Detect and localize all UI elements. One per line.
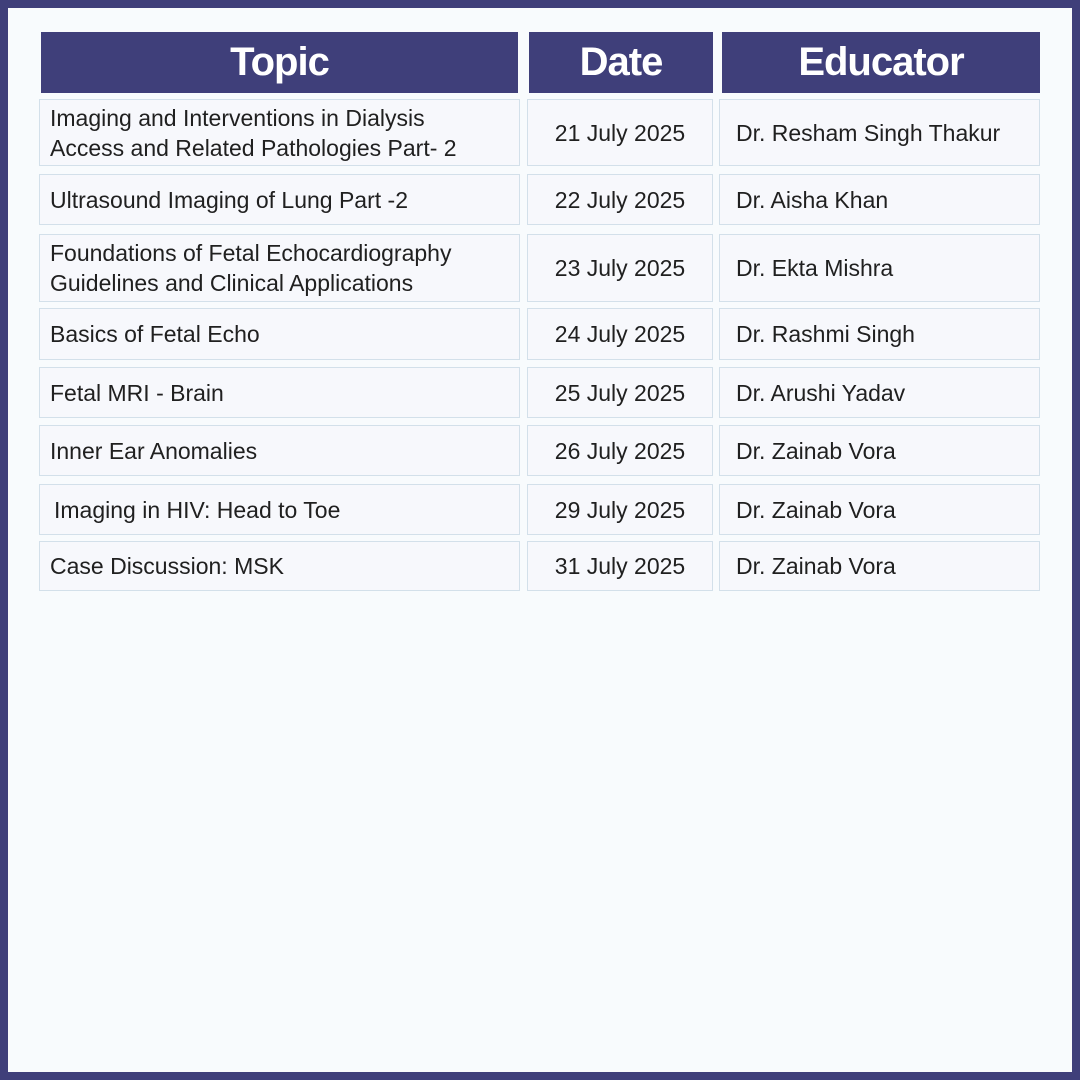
educator-text: Dr. Zainab Vora xyxy=(736,496,896,523)
date-text: 25 July 2025 xyxy=(554,379,686,406)
table-row-date xyxy=(527,99,713,166)
table-row-date xyxy=(527,541,713,591)
table-row-topic xyxy=(39,308,520,360)
topic-text: Inner Ear Anomalies xyxy=(50,437,258,464)
table-row-date xyxy=(527,174,713,225)
table-row-topic xyxy=(39,367,520,418)
topic-text: Fetal MRI - Brain xyxy=(50,379,224,406)
educator-text: Dr. Rashmi Singh xyxy=(736,321,915,347)
table-row-educator xyxy=(719,174,1040,225)
date-text: 31 July 2025 xyxy=(554,553,686,579)
header-educator: Educator xyxy=(722,32,1040,93)
table-row-topic xyxy=(39,425,520,476)
topic-text: Imaging in HIV: Head to Toe xyxy=(54,496,341,523)
header-date: Date xyxy=(529,32,713,93)
date-text: 24 July 2025 xyxy=(554,321,686,347)
topic-text: Ultrasound Imaging of Lung Part -2 xyxy=(50,186,408,213)
table-row-educator xyxy=(719,234,1040,302)
educator-text: Dr. Arushi Yadav xyxy=(736,379,906,406)
date-text: 26 July 2025 xyxy=(554,437,686,464)
table-row-date xyxy=(527,484,713,535)
table-row-educator xyxy=(719,99,1040,166)
educator-text: Dr. Resham Singh Thakur xyxy=(736,119,1001,146)
header-topic: Topic xyxy=(41,32,518,93)
table-row-topic xyxy=(39,99,520,166)
educator-text: Dr. Zainab Vora xyxy=(736,553,896,579)
date-text: 29 July 2025 xyxy=(554,496,686,523)
table-row-educator xyxy=(719,308,1040,360)
date-text: 21 July 2025 xyxy=(554,119,686,146)
date-text: 23 July 2025 xyxy=(554,255,686,281)
topic-text: Basics of Fetal Echo xyxy=(50,321,260,347)
table-row-educator xyxy=(719,484,1040,535)
table-row-topic xyxy=(39,174,520,225)
table-row-date xyxy=(527,367,713,418)
educator-text: Dr. Ekta Mishra xyxy=(736,255,894,281)
topic-text: Imaging and Interventions in Dialysis Access and Related Pathologies Part- 2 xyxy=(50,104,457,161)
table-row-educator xyxy=(719,367,1040,418)
topic-text: Foundations of Fetal Echocardiography Guidelines and Clinical Applications xyxy=(50,240,452,296)
table-row-date xyxy=(527,234,713,302)
table-row-date xyxy=(527,425,713,476)
table-row-topic xyxy=(39,541,520,591)
table-row-educator xyxy=(719,541,1040,591)
topic-text: Case Discussion: MSK xyxy=(50,553,284,579)
date-text: 22 July 2025 xyxy=(554,186,686,213)
table-row-educator xyxy=(719,425,1040,476)
table-row-topic xyxy=(39,234,520,302)
educator-text: Dr. Aisha Khan xyxy=(736,186,889,213)
table-row-date xyxy=(527,308,713,360)
table-row-topic xyxy=(39,484,520,535)
schedule-card xyxy=(8,8,1072,1072)
educator-text: Dr. Zainab Vora xyxy=(736,437,896,464)
